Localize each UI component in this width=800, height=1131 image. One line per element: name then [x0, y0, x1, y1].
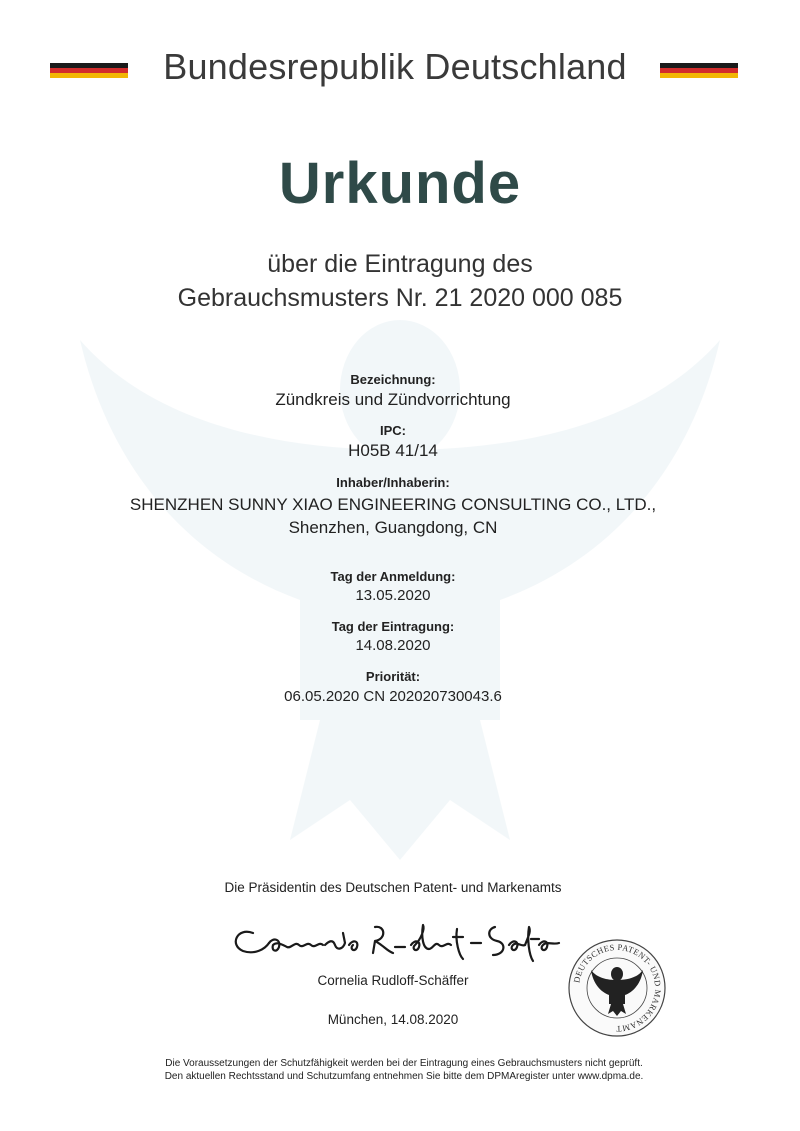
signer-name: Cornelia Rudloff-Schäffer — [317, 973, 469, 988]
filing-date: 13.05.2020 — [355, 587, 431, 604]
subtitle-line-2: Gebrauchsmusters Nr. 21 2020 000 085 — [177, 284, 623, 312]
designation-label: Bezeichnung: — [350, 372, 436, 387]
footer-note-1: Die Voraussetzungen der Schutzfähigkeit werden bei der Eintragung eines Gebrauchsmusters nicht geprüft. — [165, 1058, 643, 1069]
ipc-value: H05B 41/14 — [348, 441, 438, 460]
holder-label: Inhaber/Inhaberin: — [336, 475, 450, 490]
registration-date: 14.08.2020 — [355, 637, 431, 654]
priority-label: Priorität: — [365, 669, 421, 684]
eagle-seal-icon — [567, 938, 667, 1038]
document-title: Urkunde — [278, 151, 522, 216]
header — [0, 42, 800, 102]
subtitle-line-1: über die Eintragung des — [267, 250, 533, 278]
priority-value: 06.05.2020 CN 202020730043.6 — [284, 688, 502, 705]
country-title: Bundesrepublik Deutschland — [163, 46, 627, 87]
holder-name: SHENZHEN SUNNY XIAO ENGINEERING CONSULTING CO., LTD., — [129, 495, 657, 514]
handwritten-signature — [225, 915, 565, 965]
footer-note-2: Den aktuellen Rechtsstand und Schutzumfang entnehmen Sie bitte dem DPMAregister unter www.dpma.de. — [164, 1071, 644, 1082]
filing-date-label: Tag der Anmeldung: — [330, 569, 456, 584]
svg-text:DEUTSCHES PATENT- UND MARKENAM: DEUTSCHES PATENT- UND MARKENAMT — [571, 941, 664, 1035]
german-flag-left-icon — [50, 63, 128, 78]
designation-value: Zündkreis und Zündvorrichtung — [275, 390, 511, 409]
holder-address: Shenzhen, Guangdong, CN — [288, 518, 498, 537]
registration-date-label: Tag der Eintragung: — [331, 619, 455, 634]
german-flag-right-icon — [660, 63, 738, 78]
president-office: Die Präsidentin des Deutschen Patent- und Markenamts — [224, 880, 562, 895]
ipc-label: IPC: — [380, 423, 406, 438]
place-and-date: München, 14.08.2020 — [327, 1012, 459, 1027]
